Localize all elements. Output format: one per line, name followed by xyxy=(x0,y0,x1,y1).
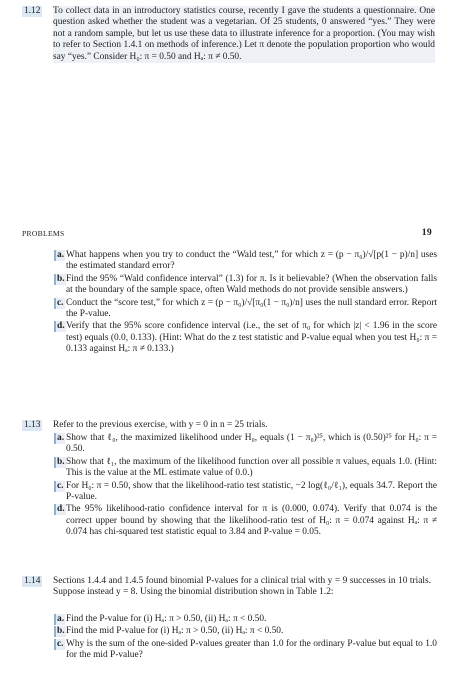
part-text: Why is the sum of the one-sided P-values greater than 1.0 for the ordinary P-value but equal to 1.0 for the mid P-value? xyxy=(66,638,437,661)
part-d xyxy=(54,321,437,355)
part-b xyxy=(54,457,437,480)
part-b xyxy=(54,274,437,297)
part-label: b. xyxy=(54,457,66,468)
part-label: a. xyxy=(54,614,65,625)
problem-1-14-parts xyxy=(54,614,437,663)
problem-number: 1.14 xyxy=(24,576,41,586)
part-label: c. xyxy=(54,298,65,309)
part-b xyxy=(54,626,437,637)
part-a xyxy=(54,250,437,273)
part-a xyxy=(54,614,437,625)
part-label: d. xyxy=(54,504,66,515)
part-text: The 95% likelihood-ratio confidence interval for π is (0.000, 0.074). Verify that 0.074 is the correct upper bound by showing that the likelihood-ratio test of H₀: π = 0.074 against Hₐ: π ≠ 0.074 has chi-squared test statistic equal to 3.84 and P-value = 0.05. xyxy=(66,504,437,538)
part-text: What happens when you try to conduct the “Wald test,” for which z = (p − π₀)/√[p(1 − p)/n] uses the estimated standard error? xyxy=(66,250,437,272)
page-number: 19 xyxy=(421,227,432,238)
part-text: Find the 95% “Wald confidence interval” (1.3) for π. Is it believable? (When the observation falls at the boundary of the sample space, often Wald methods do not provide sensible answers.) xyxy=(66,273,437,296)
problem-number: 1.13 xyxy=(24,420,41,430)
problem-1-12-parts xyxy=(54,250,437,357)
part-label: b. xyxy=(54,626,66,637)
part-label: a. xyxy=(54,250,65,261)
part-d xyxy=(54,504,437,538)
problem-number: 1.12 xyxy=(24,6,41,16)
part-text: Find the mid P-value for (i) Hₐ: π > 0.50, (ii) Hₐ: π < 0.50. xyxy=(66,626,284,637)
problem-1-13-parts xyxy=(54,433,437,540)
problem-text: Refer to the previous exercise, with y = 0 in n = 25 trials. xyxy=(53,420,268,430)
part-c xyxy=(54,481,437,504)
part-c xyxy=(54,639,437,662)
running-header xyxy=(22,228,432,239)
part-label: c. xyxy=(54,639,65,650)
part-text: Show that ℓ₁, the maximum of the likelihood function over all possible π values, equals 1.0. (Hint: This is the value at the ML estimate value of 0.0.) xyxy=(66,456,437,479)
section-title: PROBLEMS xyxy=(22,229,65,238)
part-text: For H₀: π = 0.50, show that the likelihood-ratio test statistic, −2 log(ℓ₀/ℓ₁), equals 34.7. Report the P-value. xyxy=(66,480,437,503)
problem-text: Sections 1.4.4 and 1.4.5 found binomial P-values for a clinical trial with y = 9 successes in 10 trials. Suppose instead y = 8. Using the binomial distribution shown in Table 1.2: xyxy=(53,576,431,598)
problem-text: To collect data in an introductory statistics course, recently I gave the students a questionnaire. One question asked whether the student was a vegetarian. Of 25 students, 0 answered “yes.” They were not a random sample, but let us use these data to illustrate inference for a proportion. (You may wish to refer to Section 1.4.1 on methods of inference.) Let π denote the population proportion who would say “yes.” Consider H₀: π = 0.50 and Hₐ: π ≠ 0.50. xyxy=(53,6,435,62)
part-text: Verify that the 95% score confidence interval (i.e., the set of π₀ for which |z| < 1.96 in the score test) equals (0.0, 0.133). (Hint: What do the z test statistic and P-value equal when you test H₀: π = 0.133 against Hₐ: π ≠ 0.133.) xyxy=(66,321,437,355)
part-label: a. xyxy=(54,433,65,444)
part-label: b. xyxy=(54,274,66,285)
part-label: c. xyxy=(54,481,65,492)
part-text: Conduct the “score test,” for which z = (p − π₀)/√[π₀(1 − π₀)/n] uses the null standard error. Report the P-value. xyxy=(66,297,437,320)
part-c xyxy=(54,298,437,321)
part-text: Find the P-value for (i) Hₐ: π > 0.50, (ii) Hₐ: π < 0.50. xyxy=(66,614,267,624)
part-label: d. xyxy=(54,321,66,332)
part-text: Show that ℓ₀, the maximized likelihood under H₀, equals (1 − π₀)²⁵, which is (0.50)²⁵ for H₀: π = 0.50. xyxy=(66,433,437,455)
part-a xyxy=(54,433,437,456)
